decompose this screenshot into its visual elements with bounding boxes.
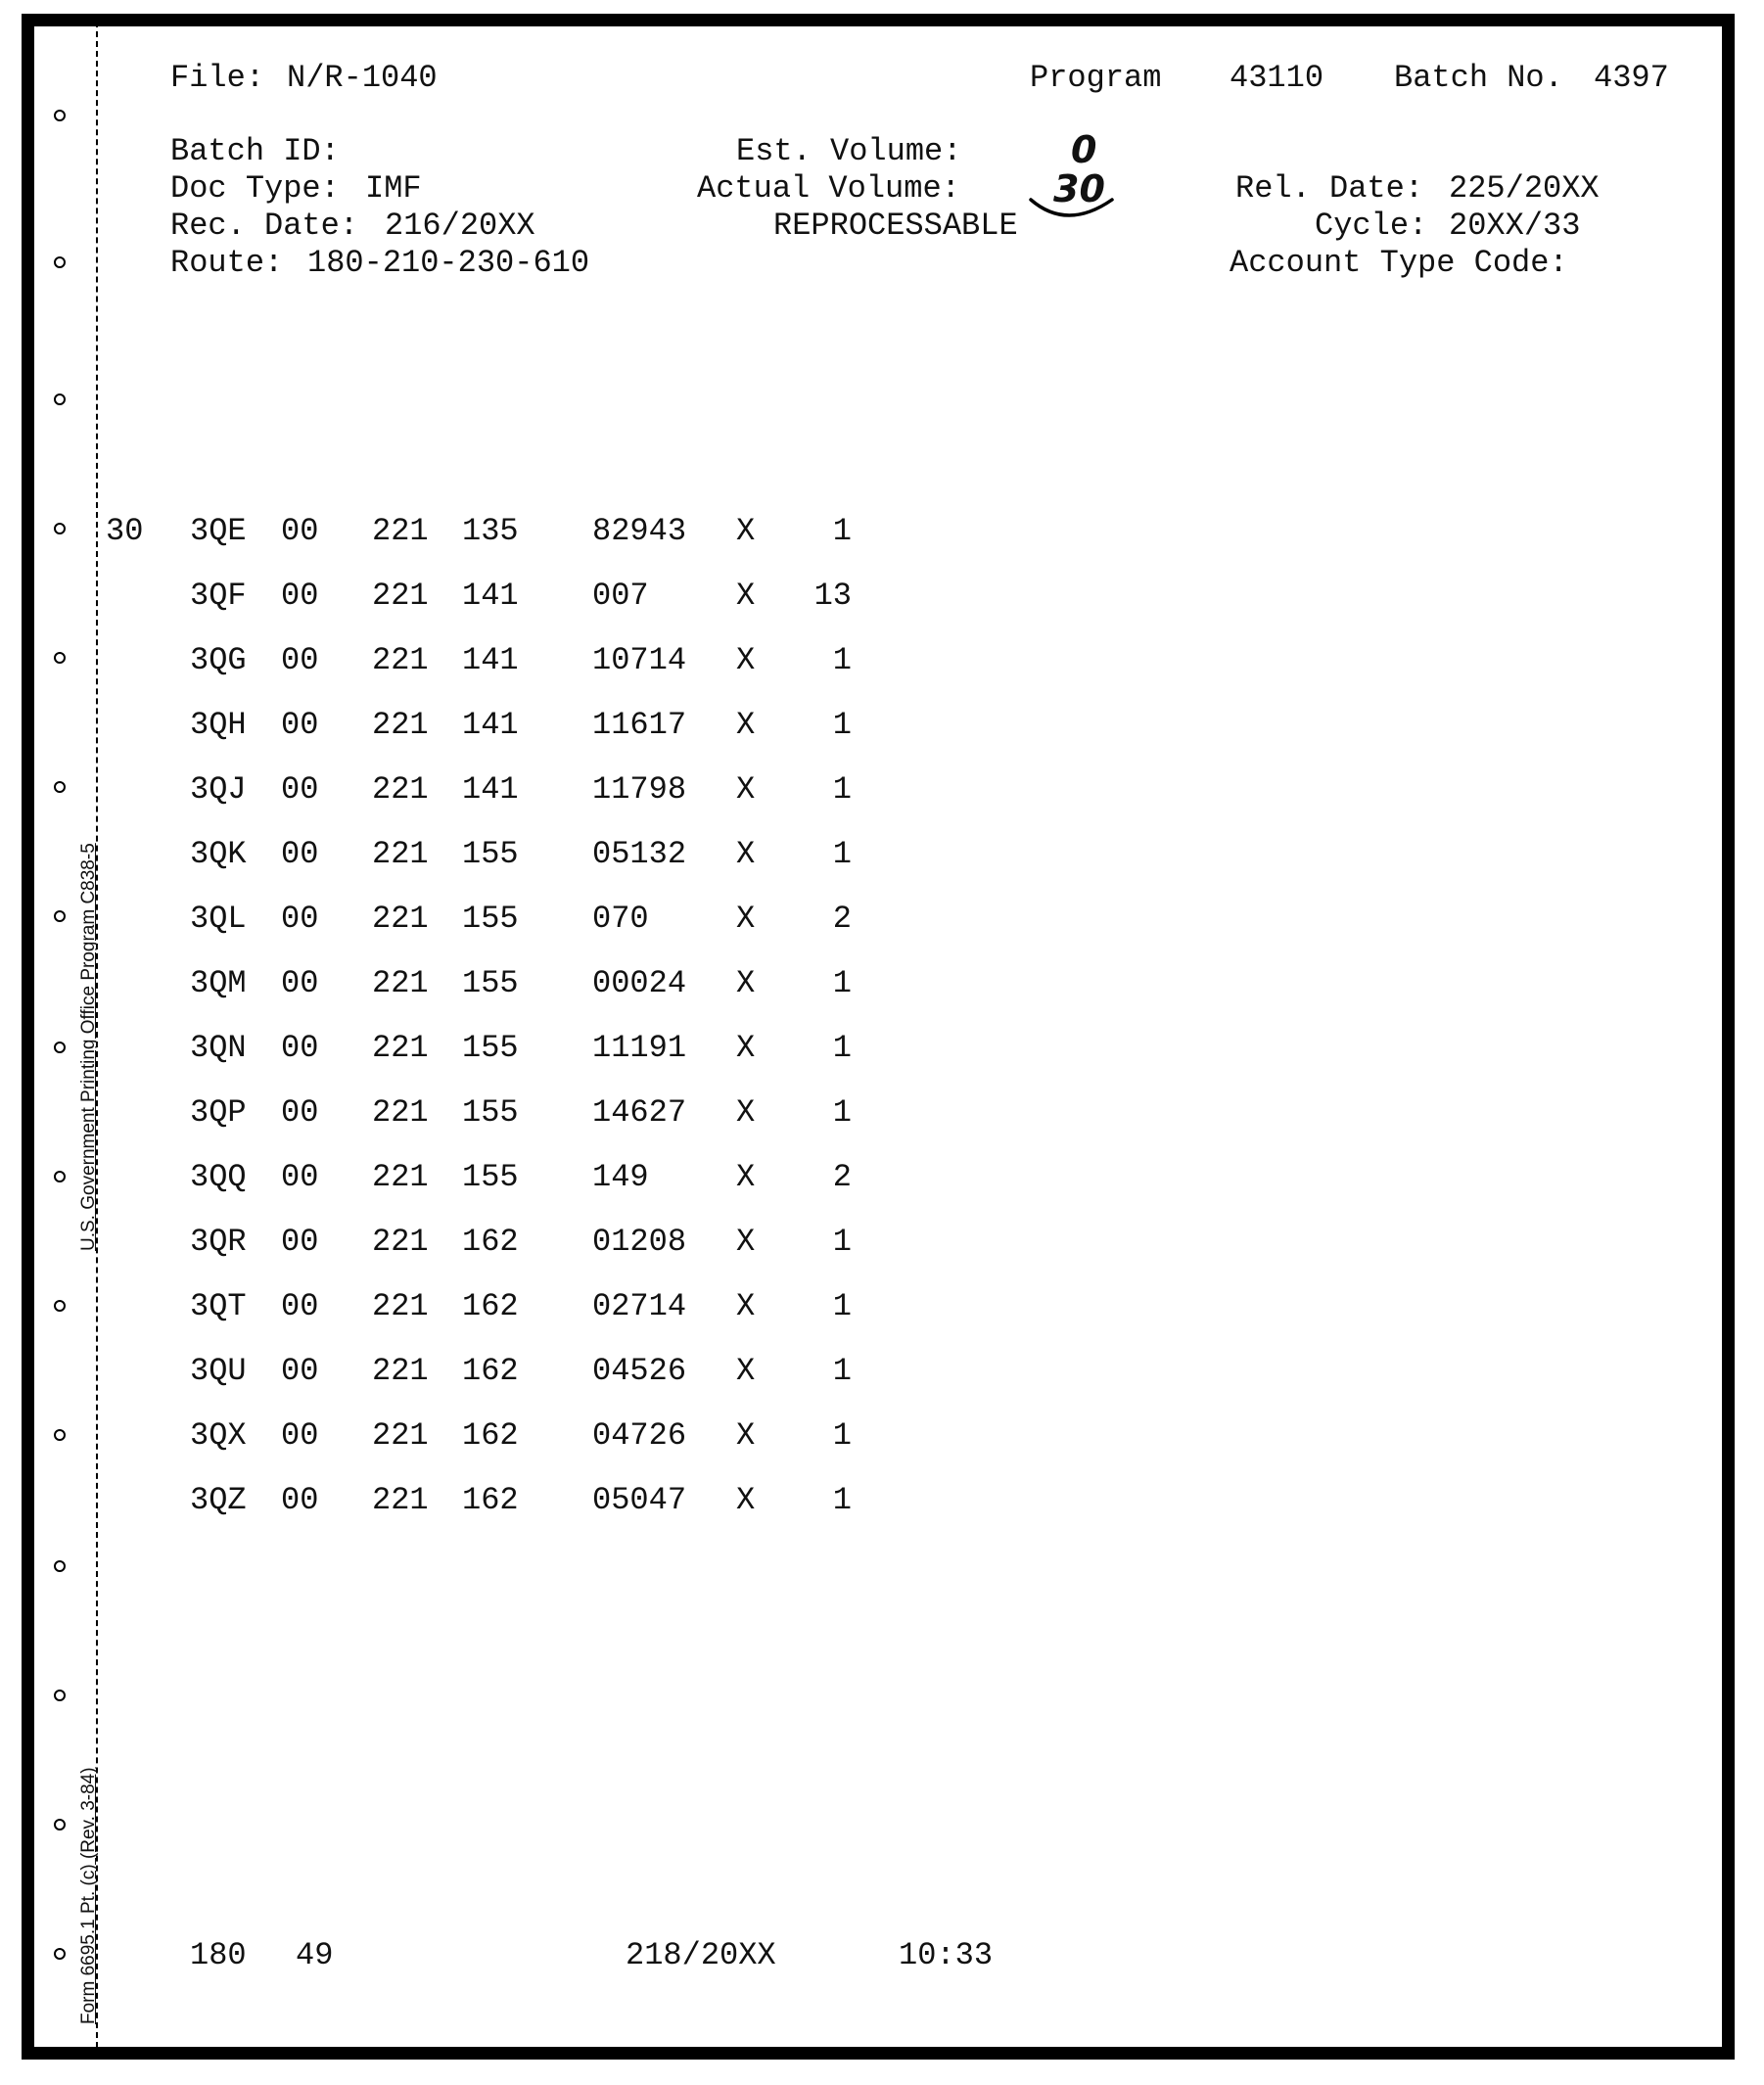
cell-col3: 221: [372, 771, 429, 808]
cell-flag: X: [736, 771, 756, 808]
margin-text-bottom: Form 6695.1 Pt. (c) (Rev. 3-84): [78, 1767, 99, 2024]
cell-qty: 1: [832, 1482, 852, 1518]
cell-flag: X: [736, 836, 756, 872]
handwritten-underline: [1028, 192, 1116, 231]
margin-text-top: U.S. Government Printing Office Program C838-5: [78, 843, 99, 1251]
cell-col5: 00024: [592, 965, 687, 1001]
cell-col5: 10714: [592, 642, 687, 678]
cell-col2: 00: [281, 965, 319, 1001]
est-volume-label: Est. Volume:: [736, 133, 962, 169]
binder-hole: [54, 781, 66, 793]
cell-qty: 1: [832, 1094, 852, 1131]
rec-date-value: 216/20XX: [385, 208, 535, 244]
footer-field-1: 180: [190, 1937, 247, 1973]
binder-hole: [54, 394, 66, 405]
batch-id-label: Batch ID:: [170, 133, 340, 169]
cell-flag: X: [736, 707, 756, 743]
cell-col5: 11617: [592, 707, 687, 743]
program-label: Program: [1030, 60, 1162, 96]
cell-col4: 162: [462, 1353, 519, 1389]
cell-col3: 221: [372, 578, 429, 614]
batch-count: 30: [106, 513, 144, 549]
cell-col5: 05047: [592, 1482, 687, 1518]
cell-code: 3QZ: [190, 1482, 247, 1518]
cycle-label: Cycle:: [1315, 208, 1428, 244]
cell-col5: 02714: [592, 1288, 687, 1324]
file-label: File:: [170, 60, 265, 96]
cell-qty: 1: [832, 836, 852, 872]
cell-code: 3QM: [190, 965, 247, 1001]
file-value: N/R-1040: [287, 60, 438, 96]
cell-col3: 221: [372, 965, 429, 1001]
cell-code: 3QP: [190, 1094, 247, 1131]
cell-col5: 04526: [592, 1353, 687, 1389]
binder-hole: [54, 1690, 66, 1701]
cell-flag: X: [736, 965, 756, 1001]
footer-field-2: 49: [296, 1937, 334, 1973]
cell-col4: 155: [462, 836, 519, 872]
cell-col2: 00: [281, 1482, 319, 1518]
cell-col2: 00: [281, 901, 319, 937]
cell-col5: 01208: [592, 1224, 687, 1260]
route-label: Route:: [170, 245, 284, 281]
cell-flag: X: [736, 1030, 756, 1066]
cell-col3: 221: [372, 1030, 429, 1066]
cell-col2: 00: [281, 836, 319, 872]
cell-col2: 00: [281, 1094, 319, 1131]
printout-sheet: [22, 14, 1735, 2060]
cell-code: 3QJ: [190, 771, 247, 808]
cell-code: 3QK: [190, 836, 247, 872]
binder-hole: [54, 1042, 66, 1053]
binder-hole: [54, 1560, 66, 1572]
cell-code: 3QN: [190, 1030, 247, 1066]
cell-col3: 221: [372, 836, 429, 872]
cell-flag: X: [736, 1482, 756, 1518]
actual-volume-label: Actual Volume:: [697, 170, 960, 207]
cell-col5: 11191: [592, 1030, 687, 1066]
binder-hole: [54, 1429, 66, 1441]
footer-date: 218/20XX: [626, 1937, 776, 1973]
cell-col2: 00: [281, 1417, 319, 1454]
cell-code: 3QU: [190, 1353, 247, 1389]
cell-col4: 162: [462, 1417, 519, 1454]
cell-code: 3QT: [190, 1288, 247, 1324]
cell-col4: 155: [462, 965, 519, 1001]
cell-flag: X: [736, 1353, 756, 1389]
cell-qty: 2: [832, 901, 852, 937]
cell-flag: X: [736, 578, 756, 614]
cell-col2: 00: [281, 513, 319, 549]
rel-date-value: 225/20XX: [1449, 170, 1600, 207]
cell-code: 3QR: [190, 1224, 247, 1260]
est-volume-handwritten: 0: [1071, 128, 1097, 171]
cell-col5: 070: [592, 901, 649, 937]
cell-flag: X: [736, 901, 756, 937]
cell-col3: 221: [372, 513, 429, 549]
binder-hole: [54, 652, 66, 664]
cell-col5: 149: [592, 1159, 649, 1195]
cell-flag: X: [736, 1159, 756, 1195]
cell-col4: 155: [462, 1094, 519, 1131]
binder-hole: [54, 1171, 66, 1182]
cell-qty: 1: [832, 513, 852, 549]
binder-hole: [54, 1300, 66, 1312]
cell-col4: 141: [462, 578, 519, 614]
cell-col4: 155: [462, 1159, 519, 1195]
cell-qty: 1: [832, 642, 852, 678]
cell-col5: 82943: [592, 513, 687, 549]
cell-col3: 221: [372, 1159, 429, 1195]
cell-flag: X: [736, 642, 756, 678]
cell-qty: 2: [832, 1159, 852, 1195]
cell-col3: 221: [372, 1288, 429, 1324]
cell-col4: 162: [462, 1288, 519, 1324]
cell-code: 3QX: [190, 1417, 247, 1454]
batch-no-value: 4397: [1594, 60, 1669, 96]
rel-date-label: Rel. Date:: [1235, 170, 1424, 207]
doc-type-value: IMF: [365, 170, 422, 207]
cell-col3: 221: [372, 1482, 429, 1518]
cell-col2: 00: [281, 1353, 319, 1389]
cell-qty: 1: [832, 771, 852, 808]
cell-col4: 155: [462, 901, 519, 937]
cell-qty: 1: [832, 1288, 852, 1324]
cell-col2: 00: [281, 578, 319, 614]
binder-hole: [54, 1819, 66, 1830]
program-value: 43110: [1230, 60, 1324, 96]
cell-col3: 221: [372, 707, 429, 743]
cell-col4: 141: [462, 707, 519, 743]
cell-flag: X: [736, 513, 756, 549]
doc-type-label: Doc Type:: [170, 170, 340, 207]
cell-col5: 11798: [592, 771, 687, 808]
cell-qty: 13: [813, 578, 852, 614]
cell-qty: 1: [832, 1030, 852, 1066]
cell-qty: 1: [832, 1224, 852, 1260]
cell-code: 3QL: [190, 901, 247, 937]
binder-hole: [54, 256, 66, 268]
cell-code: 3QF: [190, 578, 247, 614]
cell-qty: 1: [832, 1417, 852, 1454]
cell-flag: X: [736, 1417, 756, 1454]
cell-code: 3QQ: [190, 1159, 247, 1195]
cell-col4: 162: [462, 1482, 519, 1518]
binder-hole: [54, 1948, 66, 1960]
cycle-value: 20XX/33: [1449, 208, 1581, 244]
cell-col2: 00: [281, 1288, 319, 1324]
cell-col2: 00: [281, 707, 319, 743]
cell-col3: 221: [372, 901, 429, 937]
binder-hole: [54, 523, 66, 534]
cell-col4: 141: [462, 771, 519, 808]
status-label: REPROCESSABLE: [773, 208, 1018, 244]
cell-col2: 00: [281, 1030, 319, 1066]
cell-col5: 05132: [592, 836, 687, 872]
cell-col3: 221: [372, 1094, 429, 1131]
cell-col2: 00: [281, 771, 319, 808]
cell-col3: 221: [372, 1417, 429, 1454]
binder-hole: [54, 110, 66, 121]
cell-col5: 14627: [592, 1094, 687, 1131]
cell-flag: X: [736, 1288, 756, 1324]
cell-col5: 04726: [592, 1417, 687, 1454]
footer-time: 10:33: [899, 1937, 994, 1973]
cell-col4: 155: [462, 1030, 519, 1066]
cell-col4: 162: [462, 1224, 519, 1260]
cell-qty: 1: [832, 965, 852, 1001]
cell-code: 3QH: [190, 707, 247, 743]
cell-col2: 00: [281, 1159, 319, 1195]
cell-col2: 00: [281, 1224, 319, 1260]
cell-col3: 221: [372, 1353, 429, 1389]
route-value: 180-210-230-610: [307, 245, 590, 281]
rec-date-label: Rec. Date:: [170, 208, 359, 244]
cell-code: 3QG: [190, 642, 247, 678]
cell-flag: X: [736, 1224, 756, 1260]
cell-col4: 135: [462, 513, 519, 549]
actual-volume-handwritten: 30: [1053, 167, 1105, 210]
cell-col5: 007: [592, 578, 649, 614]
cell-col4: 141: [462, 642, 519, 678]
cell-col3: 221: [372, 642, 429, 678]
binder-hole: [54, 910, 66, 922]
account-type-label: Account Type Code:: [1230, 245, 1568, 281]
cell-flag: X: [736, 1094, 756, 1131]
batch-no-label: Batch No.: [1394, 60, 1563, 96]
cell-col3: 221: [372, 1224, 429, 1260]
cell-code: 3QE: [190, 513, 247, 549]
cell-qty: 1: [832, 1353, 852, 1389]
cell-qty: 1: [832, 707, 852, 743]
cell-col2: 00: [281, 642, 319, 678]
